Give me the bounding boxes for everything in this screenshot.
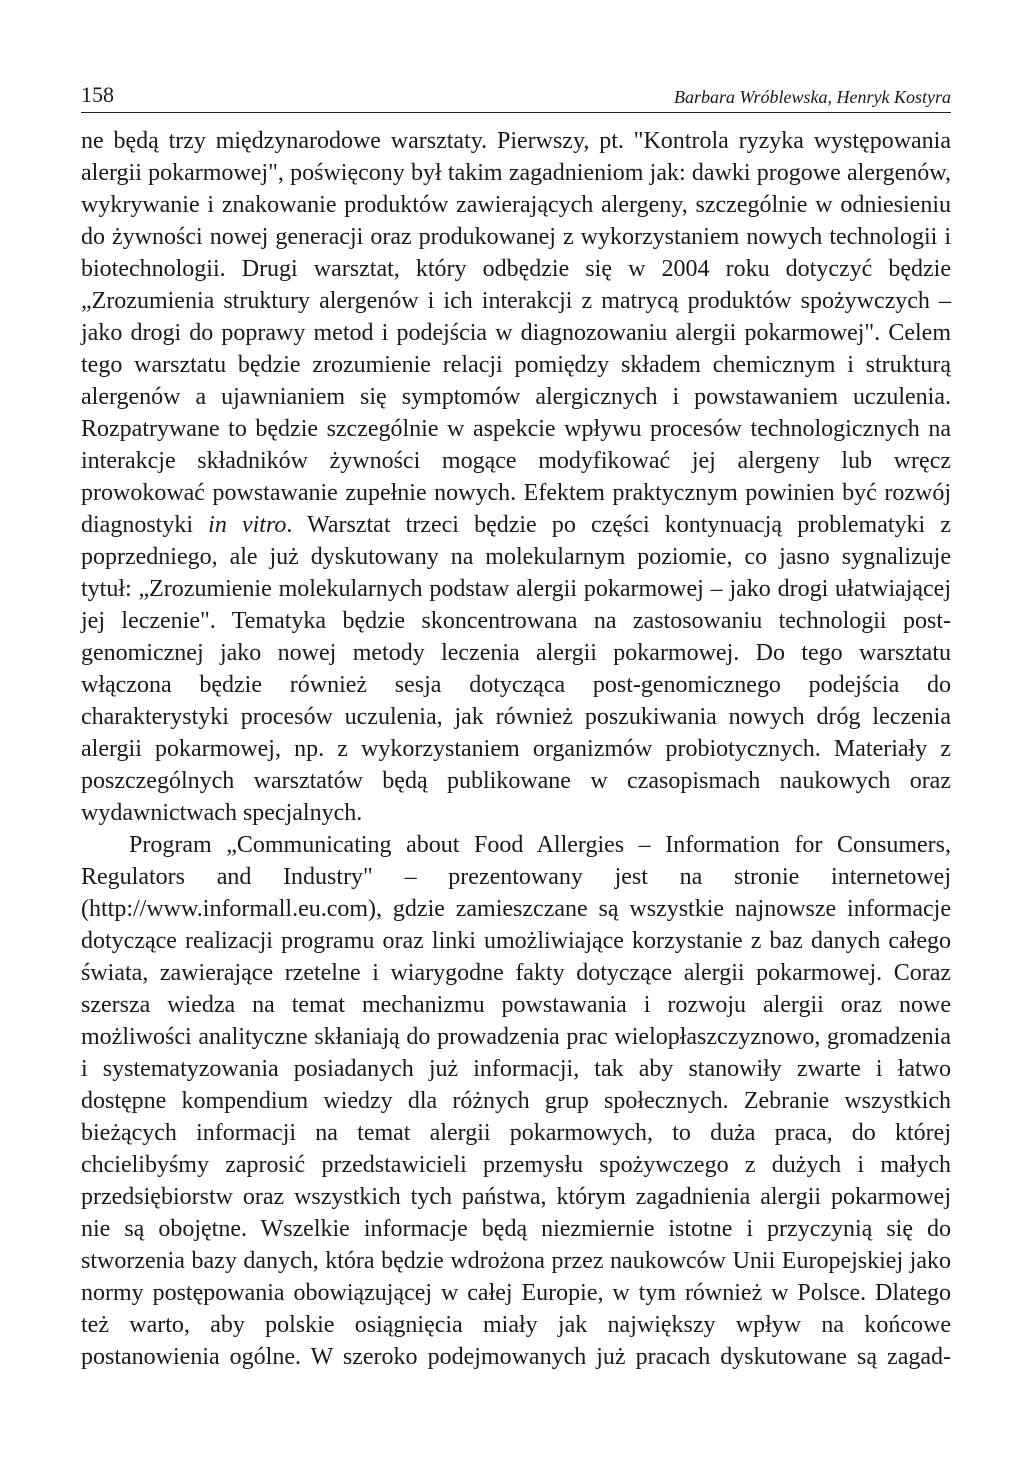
paragraph-program: Program „Communicating about Food Allergies – Information for Consumers, Regulators and Industry" – prezentowany jest na stronie internetowej (http://www.informall.eu.com), gdzie zamieszczane są wszystkie najnowsze informacje dotyczące realizacji programu oraz linki umożliwiające korzystanie z baz danych całego świata, zawierające rzetelne i wiarygodne fakty dotyczące alergii pokarmowej. Coraz szersza wiedza na temat mechanizmu powstawania i rozwoju alergii oraz nowe możliwości analityczne skłaniają do prowadzenia prac wielopłaszczyznowo, gromadzenia i systematyzowania posiadanych już informacji, tak aby stanowiły zwarte i łatwo dostępne kompendium wiedzy dla różnych grup społecznych. Zebranie wszystkich bieżących informacji na temat alergii pokarmowych, to duża praca, do której chcielibyśmy zaprosić przedstawicieli przemysłu spożywczego z dużych i małych przedsiębiorstw oraz wszystkich tych państwa, którym zagadnienia alergii pokarmowej nie są obojętne. Wszelkie informacje będą niezmiernie istotne i przyczynią się do stworzenia bazy danych, która będzie wdrożona przez naukowców Unii Europejskiej jako normy postępowania obowiązującej w całej Europie, w tym również w Polsce. Dlatego też warto, aby polskie osiągnięcia miały jak największy wpływ na końcowe postanowienia ogólne. W szeroko podejmowanych już pracach dyskutowane są zagad- [81, 832, 951, 1370]
running-header [81, 78, 951, 113]
paragraph-continuation [81, 125, 951, 829]
body-text [81, 125, 951, 1373]
running-header-authors: Barbara Wróblewska, Henryk Kostyra [674, 87, 951, 107]
page-number: 158 [81, 82, 114, 107]
document-page [81, 78, 951, 1373]
paragraph-text-part: . Warsztat trzeci będzie po części kontynuacją problematyki z poprzedniego, ale już dyskutowany na molekularnym poziomie, co jasno sygnalizuje tytuł: „Zrozumienie molekularnych podstaw alergii pokarmowej – jako drogi ułatwiającej jej leczenie". Tematyka będzie skoncentrowana na zastosowaniu technologii post-genomicznej jako nowej metody leczenia alergii pokarmowej. Do tego warsztatu włączona będzie również sesja dotycząca post-genomicznego podejścia do charakterystyki procesów uczulenia, jak również poszukiwania nowych dróg leczenia alergii pokarmowej, np. z wykorzystaniem organizmów probiotycznych. Materiały z poszczególnych warsztatów będą publikowane w czasopismach naukowych oraz wydawnictwach specjalnych. [81, 512, 951, 826]
italic-term: in vitro [208, 512, 287, 538]
paragraph-text-part: ne będą trzy międzynarodowe warsztaty. Pierwszy, pt. "Kontrola ryzyka występowania alergii pokarmowej", poświęcony był takim zagadnieniom jak: dawki progowe alergenów, wykrywanie i znakowanie produktów zawierających alergeny, szczególnie w odniesieniu do żywności nowej generacji oraz produkowanej z wykorzystaniem nowych technologii i biotechnologii. Drugi warsztat, który odbędzie się w 2004 roku dotyczyć będzie „Zrozumienia struktury alergenów i ich interakcji z matrycą produktów spożywczych – jako drogi do poprawy metod i podejścia w diagnozowaniu alergii pokarmowej". Celem tego warsztatu będzie zrozumienie relacji pomiędzy składem chemicznym i strukturą alergenów a ujawnianiem się symptomów alergicznych i powstawaniem uczulenia. Rozpatrywane to będzie szczególnie w aspekcie wpływu procesów technologicznych na interakcje składników żywności mogące modyfikować jej alergeny lub wręcz prowokować powstawanie zupełnie nowych. Efektem praktycznym powinien być rozwój diagnostyki [81, 128, 951, 538]
